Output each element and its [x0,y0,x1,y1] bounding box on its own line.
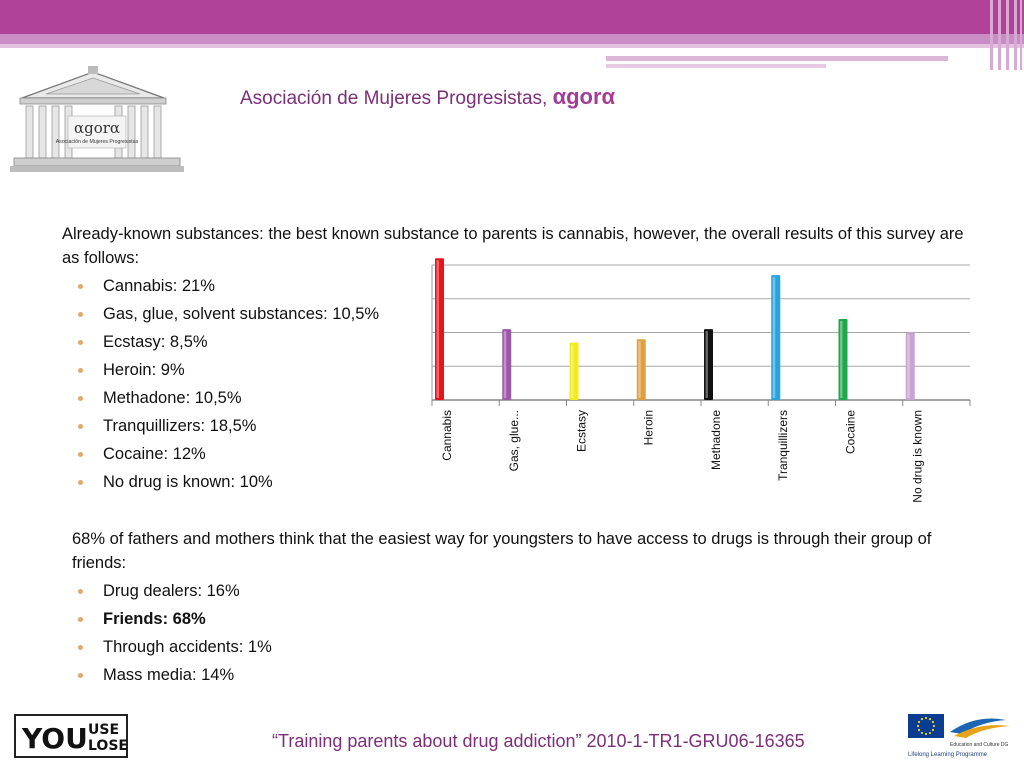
eu-lifelong-learning-logo [906,712,1012,760]
chart-bar [771,275,780,400]
footer-project-title: “Training parents about drug addiction” 2010-1-TR1-GRU06-16365 [272,731,805,751]
chart-category-label: Cannabis [439,410,454,461]
svg-text:αgorα: αgorα [73,119,121,137]
chart-category-label: Gas, glue... [507,410,522,472]
chart-bar-highlight [437,260,440,398]
list-item: No drug is known: 10% [78,468,379,496]
list-item: Drug dealers: 16% [78,577,272,605]
header-band [0,0,1024,34]
chart-bar-highlight [840,321,843,398]
chart-bar-highlight [706,331,709,398]
list-item: Heroin: 9% [78,356,379,384]
list-item: Ecstasy: 8,5% [78,328,379,356]
header-band-secondary [0,34,1024,44]
chart-bar-highlight [638,341,641,398]
chart-bar-highlight [773,277,776,398]
svg-text:USE: USE [88,722,120,738]
chart-bar [839,319,848,400]
eu-star-icon [921,732,923,734]
header-title-brand: αgorα [552,84,616,109]
chart-bar-highlight [504,331,507,398]
eu-star-icon [918,721,920,723]
eu-star-icon [925,717,927,719]
list-item: Mass media: 14% [78,661,272,689]
svg-text:Lifelong Learning Programme: Lifelong Learning Programme [908,752,988,758]
you-use-you-lose-logo [14,714,128,758]
eu-star-icon [933,725,935,727]
eu-star-icon [921,718,923,720]
eu-star-icon [932,729,934,731]
list-item: Methadone: 10,5% [78,384,379,412]
header-title [240,84,615,110]
chart-bar-highlight [571,345,574,398]
list-item: Through accidents: 1% [78,633,272,661]
header-band-light [0,44,1024,48]
substances-intro: Already-known substances: the best known substance to parents is cannabis, however, the overall results of this survey are as follows: [62,225,964,267]
chart-bar [704,329,713,400]
chart-bar [435,258,444,400]
access-list [78,577,272,689]
chart-bar [502,329,511,400]
chart-category-labels [440,410,925,503]
eu-star-icon [925,733,927,735]
list-item: Gas, glue, solvent substances: 10,5% [78,300,379,328]
chart-category-label: Tranquillizers [776,410,791,481]
chart-category-label: Ecstasy [574,410,589,453]
chart-category-label: No drug is known [910,410,925,503]
chart-bar [637,339,646,400]
header-accent-line [606,56,948,61]
chart-bars [435,258,915,400]
chart-bar-highlight [907,335,910,399]
list-item-highlight: Friends: 68% [78,605,272,633]
svg-text:LOSE: LOSE [88,738,128,754]
substances-bar-chart [420,255,980,515]
chart-bar [906,333,915,401]
eu-star-icon [932,721,934,723]
header-vertical-stripes [988,0,1024,70]
agora-logo [8,64,186,176]
list-item: Tranquillizers: 18,5% [78,412,379,440]
list-item: Cannabis: 21% [78,272,379,300]
chart-category-label: Methadone [708,410,723,471]
header-accent-line-short [606,64,826,68]
list-item: Cocaine: 12% [78,440,379,468]
chart-bar [570,343,579,400]
chart-category-label: Cocaine [843,410,858,455]
svg-text:Asociación de Mujeres Progresi: Asociación de Mujeres Progresistas [55,139,139,145]
chart-category-label: Heroin [641,410,656,446]
svg-text:Education and Culture DG: Education and Culture DG [950,742,1009,748]
eu-star-icon [929,718,931,720]
access-intro: 68% of fathers and mothers think that the easiest way for youngsters to have access to drugs is through their group of friends: [72,530,932,572]
eu-star-icon [918,729,920,731]
chart-gridlines [432,265,970,406]
header-title-prefix: Asociación de Mujeres Progresistas, [240,88,553,109]
svg-text:YOU: YOU [22,722,88,755]
substances-list [78,272,379,496]
eu-star-icon [917,725,919,727]
eu-star-icon [929,732,931,734]
